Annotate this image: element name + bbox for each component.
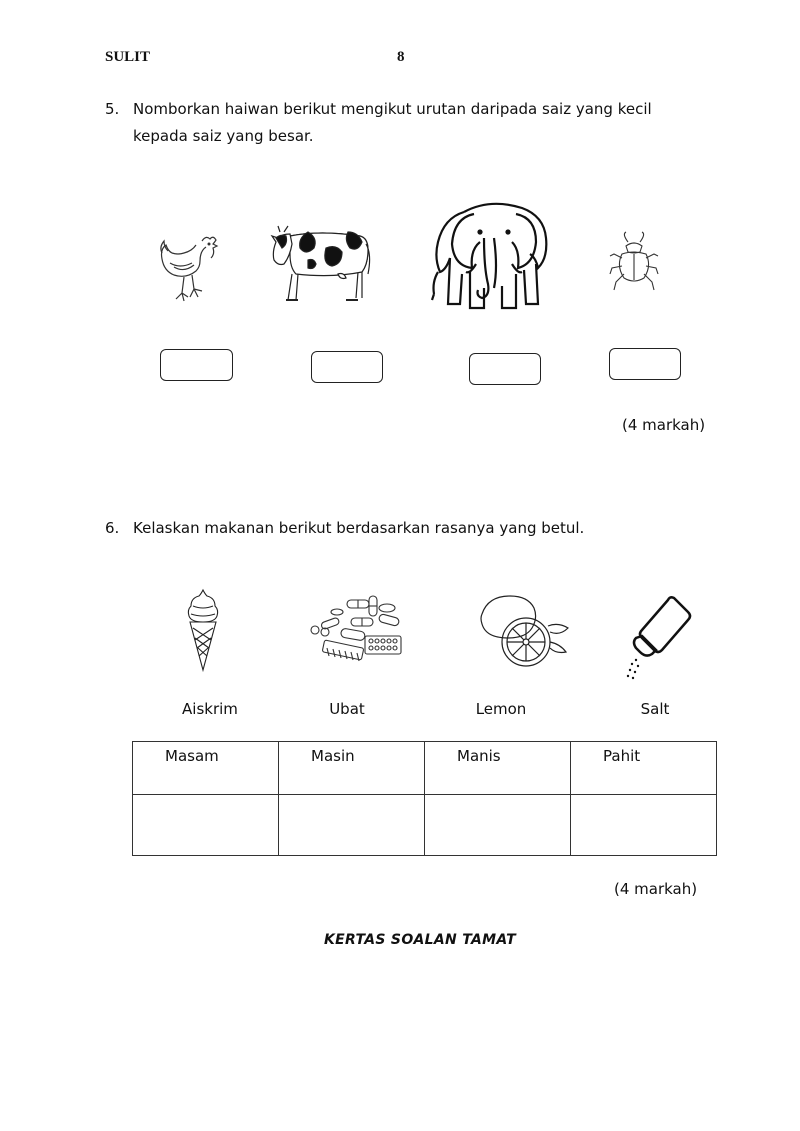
table-header-row <box>133 742 717 795</box>
cow-icon <box>268 222 372 308</box>
answer-box-cow[interactable] <box>311 351 383 383</box>
header-masin-label: Masin <box>311 747 355 765</box>
chicken-icon <box>158 233 222 311</box>
header-masam <box>133 742 279 795</box>
medicine-icon <box>307 594 407 668</box>
ice-cream-icon <box>187 588 219 672</box>
header-manis <box>425 742 571 795</box>
question-5-text-line2: kepada saiz yang besar. <box>133 127 314 145</box>
header-masin <box>279 742 425 795</box>
answer-box-elephant[interactable] <box>469 353 541 385</box>
question-6-marks: (4 markah) <box>614 880 698 898</box>
answer-box-beetle[interactable] <box>609 348 681 380</box>
end-of-paper-text: KERTAS SOALAN TAMAT <box>324 932 516 948</box>
question-5-text-line1: Nomborkan haiwan berikut mengikut urutan daripada saiz yang kecil <box>133 100 652 118</box>
table-answer-row <box>133 795 717 856</box>
page-number: 8 <box>397 49 405 65</box>
lemon-icon <box>474 592 574 672</box>
elephant-icon <box>430 198 554 314</box>
answer-box-chicken[interactable] <box>160 349 233 381</box>
answer-cell-masam[interactable] <box>133 795 279 856</box>
food-label-salt: Salt <box>640 700 670 718</box>
salt-shaker-icon <box>624 594 694 680</box>
header-sulit: SULIT <box>105 49 151 65</box>
question-6-number: 6. <box>105 519 120 537</box>
answer-cell-pahit[interactable] <box>571 795 717 856</box>
question-6-text: Kelaskan makanan berikut berdasarkan rasanya yang betul. <box>133 519 585 537</box>
food-label-lemon: Lemon <box>475 700 527 718</box>
header-pahit <box>571 742 717 795</box>
header-masam-label: Masam <box>165 747 219 765</box>
beetle-icon <box>608 232 660 296</box>
answer-cell-masin[interactable] <box>279 795 425 856</box>
food-label-ubat: Ubat <box>329 700 365 718</box>
answer-cell-manis[interactable] <box>425 795 571 856</box>
header-pahit-label: Pahit <box>603 747 641 765</box>
question-5-number: 5. <box>105 100 120 118</box>
food-label-aiskrim: Aiskrim <box>182 700 238 718</box>
taste-classification-table <box>132 741 717 856</box>
question-5-marks: (4 markah) <box>622 416 706 434</box>
header-manis-label: Manis <box>457 747 501 765</box>
